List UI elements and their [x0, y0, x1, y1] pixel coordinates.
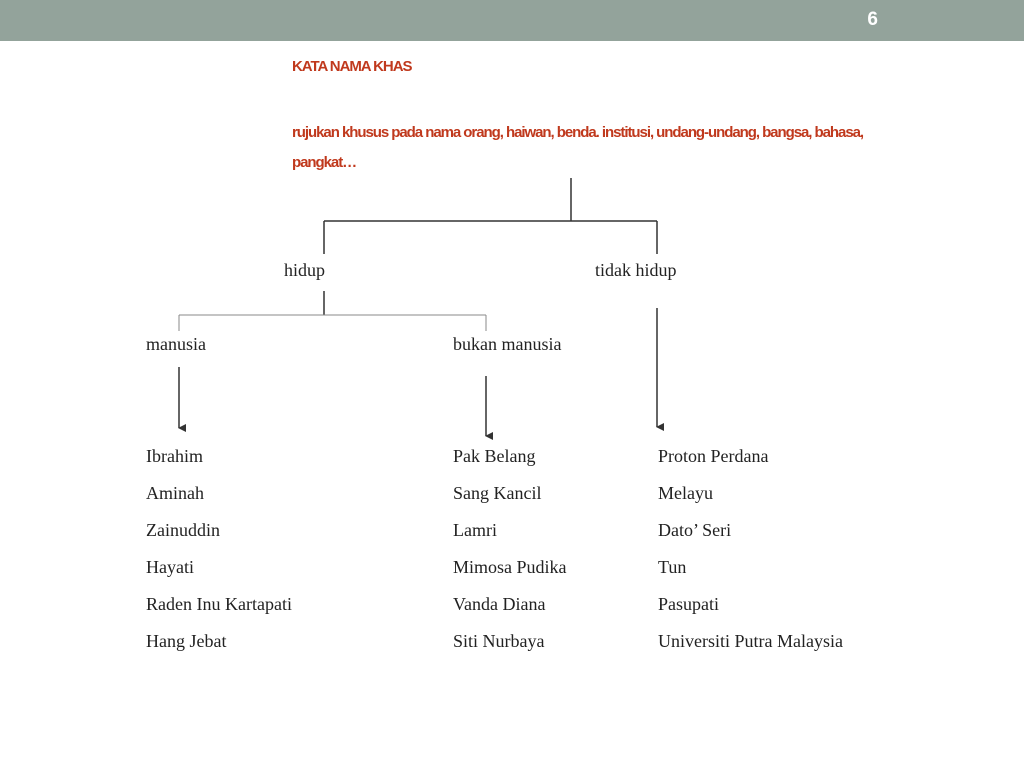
list-item: Tun: [658, 557, 687, 577]
bukan-manusia-list: [453, 444, 567, 666]
list-item: Universiti Putra Malaysia: [658, 631, 843, 651]
node-manusia: manusia: [146, 334, 206, 354]
node-hidup: hidup: [284, 260, 326, 280]
tidak-hidup-list: [658, 444, 843, 666]
node-tidak-hidup: tidak hidup: [595, 260, 677, 280]
list-item: Lamri: [453, 520, 497, 540]
slide-subtitle: rujukan khusus pada nama orang, haiwan, benda. institusi, undang-undang, bangsa, bahasa, pangkat…: [292, 124, 864, 171]
node-bukan-manusia: bukan manusia: [453, 334, 562, 354]
list-item: Mimosa Pudika: [453, 557, 567, 577]
list-item: Dato’ Seri: [658, 520, 732, 540]
list-item: Hang Jebat: [146, 631, 227, 651]
manusia-list: [146, 444, 292, 666]
list-item: Hayati: [146, 557, 194, 577]
list-item: Sang Kancil: [453, 483, 542, 503]
list-item: Melayu: [658, 483, 713, 503]
list-item: Pak Belang: [453, 446, 536, 466]
list-item: Zainuddin: [146, 520, 220, 540]
list-item: Siti Nurbaya: [453, 631, 545, 651]
list-item: Vanda Diana: [453, 594, 546, 614]
list-item: Ibrahim: [146, 446, 203, 466]
list-item: Proton Perdana: [658, 446, 769, 466]
list-item: Aminah: [146, 483, 204, 503]
list-item: Pasupati: [658, 594, 719, 614]
slide-title: KATA NAMA KHAS: [292, 58, 412, 75]
list-item: Raden Inu Kartapati: [146, 594, 292, 614]
slide-number: 6: [867, 9, 878, 30]
